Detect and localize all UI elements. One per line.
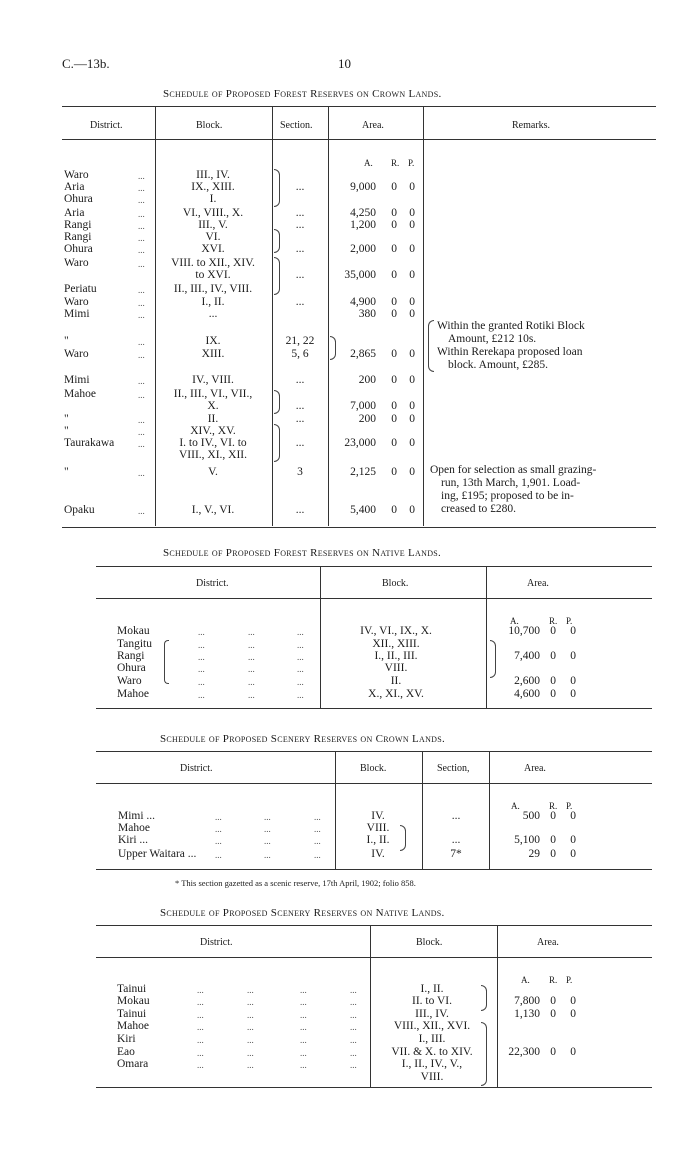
t4-row-block: II. to VI. <box>411 995 453 1007</box>
t1-row-roods: 0 <box>391 207 397 219</box>
t1-row-block: II., III., VI., VII., <box>173 388 253 400</box>
t2-row-dots: ... <box>248 652 255 662</box>
t4-row-roods: 0 <box>550 995 556 1007</box>
t1-row-acres: 1,200 <box>350 219 376 231</box>
t3-row-section: ... <box>451 810 461 822</box>
t4-row-dots: ... <box>247 1022 254 1032</box>
t1-unit-roods: R. <box>391 158 400 168</box>
t4-row-dots: ... <box>300 985 307 995</box>
t1-row-district: Waro <box>64 348 89 360</box>
t4-row-dots: ... <box>300 1022 307 1032</box>
t1-row-roods: 0 <box>391 400 397 412</box>
t4-row-dots: ... <box>197 997 204 1007</box>
t1-row-dots: ... <box>138 221 145 231</box>
t2-row-dots: ... <box>297 664 304 674</box>
t4-row-acres: 1,130 <box>514 1008 540 1020</box>
t3-row-section: ... <box>451 834 461 846</box>
t1-remark-2-line1: Open for selection as small grazing- <box>430 464 597 476</box>
t2-row-roods: 0 <box>550 688 556 700</box>
t3-row-dots: ... <box>314 812 321 822</box>
t4-col-district: District. <box>200 937 233 948</box>
t3-row-block: IV. <box>371 810 385 822</box>
t4-row-block: III., IV. <box>415 1008 449 1020</box>
t1-row-dots: ... <box>138 468 145 478</box>
t2-row-district: Waro <box>117 675 142 687</box>
t1-row-dots: ... <box>138 376 145 386</box>
t1-row-perches: 0 <box>409 504 415 516</box>
t1-row-dots: ... <box>138 171 145 181</box>
t1-row-section: 3 <box>297 466 303 478</box>
t1-row-dots: ... <box>138 439 145 449</box>
t1-row-district: Waro <box>64 257 89 269</box>
t3-col-block: Block. <box>360 763 387 774</box>
t1-row-roods: 0 <box>391 374 397 386</box>
t1-row-block: to XVI. <box>195 269 231 281</box>
table1-title: Schedule of Proposed Forest Reserves on Crown Lands. <box>163 88 442 100</box>
t4-col-area: Area. <box>537 937 559 948</box>
t4-row-perches: 0 <box>570 995 576 1007</box>
t3-row-dots: ... <box>264 850 271 860</box>
t1-row-acres: 23,000 <box>344 437 376 449</box>
t3-footnote: * This section gazetted as a scenic reserve, 17th April, 1902; folio 858. <box>175 878 416 888</box>
t4-row-district: Eao <box>117 1046 135 1058</box>
t1-row-dots: ... <box>138 506 145 516</box>
t1-row-dots: ... <box>138 310 145 320</box>
t1-row-block: I., V., VI. <box>191 504 235 516</box>
t4-row-dots: ... <box>350 1022 357 1032</box>
t1-unit-perches: P. <box>408 158 415 168</box>
t1-remark-2-line3: ing, £195; proposed to be in- <box>441 490 574 502</box>
t1-row-section: ... <box>295 219 305 231</box>
t1-row-roods: 0 <box>391 413 397 425</box>
t4-row-district: Tainui <box>117 1008 147 1020</box>
t2-col-block: Block. <box>382 578 409 589</box>
t3-row-perches: 0 <box>570 810 576 822</box>
t4-row-dots: ... <box>247 1048 254 1058</box>
t2-row-dots: ... <box>297 627 304 637</box>
t1-col-remarks: Remarks. <box>512 120 551 131</box>
t1-row-dots: ... <box>138 298 145 308</box>
document-reference: C.—13b. <box>62 56 110 71</box>
t4-row-block: I., II. <box>420 983 444 995</box>
t1-remark-2-line4: creased to £280. <box>441 503 517 515</box>
t2-row-block: XII., XIII. <box>372 638 420 650</box>
t3-row-acres: 5,100 <box>514 834 540 846</box>
t4-row-dots: ... <box>247 1035 254 1045</box>
t1-row-section: ... <box>295 374 305 386</box>
t4-row-dots: ... <box>247 985 254 995</box>
t1-col-district: District. <box>90 120 123 131</box>
t4-row-dots: ... <box>197 1010 204 1020</box>
t2-row-dots: ... <box>248 640 255 650</box>
t1-row-district: " <box>64 425 69 437</box>
t2-row-dots: ... <box>248 627 255 637</box>
t1-remark-1-line1: Within the granted Rotiki Block <box>437 320 585 332</box>
t2-row-district: Ohura <box>117 662 146 674</box>
t1-row-acres: 35,000 <box>344 269 376 281</box>
t4-row-dots: ... <box>350 985 357 995</box>
t1-row-block: IX., XIII. <box>191 181 235 193</box>
t1-row-district: Waro <box>64 296 89 308</box>
t2-row-block: IV., VI., IX., X. <box>360 625 432 637</box>
t4-row-dots: ... <box>247 1010 254 1020</box>
t1-row-district: Ohura <box>64 193 93 205</box>
t1-row-block: II., III., IV., VIII. <box>173 283 253 295</box>
t3-row-dots: ... <box>314 850 321 860</box>
t2-col-area: Area. <box>527 578 549 589</box>
t1-row-acres: 7,000 <box>350 400 376 412</box>
t2-row-perches: 0 <box>570 688 576 700</box>
t2-row-dots: ... <box>198 677 205 687</box>
t2-row-roods: 0 <box>550 675 556 687</box>
t3-unit-acres: A. <box>511 801 520 811</box>
t1-row-block: II. <box>207 413 219 425</box>
t3-row-roods: 0 <box>550 848 556 860</box>
t2-row-dots: ... <box>198 627 205 637</box>
t1-row-block: XVI. <box>201 243 225 255</box>
t3-row-perches: 0 <box>570 834 576 846</box>
t1-row-section: ... <box>295 181 305 193</box>
t1-row-perches: 0 <box>409 413 415 425</box>
t4-row-perches: 0 <box>570 1008 576 1020</box>
t1-row-roods: 0 <box>391 504 397 516</box>
t1-remark-1-line4: block. Amount, £285. <box>448 359 548 371</box>
t1-row-section: ... <box>295 243 305 255</box>
t4-row-dots: ... <box>247 997 254 1007</box>
t1-row-perches: 0 <box>409 269 415 281</box>
t2-row-dots: ... <box>297 652 304 662</box>
t1-row-dots: ... <box>138 427 145 437</box>
t4-row-dots: ... <box>197 1022 204 1032</box>
t2-row-dots: ... <box>297 690 304 700</box>
t1-row-district: Mahoe <box>64 388 96 400</box>
table2-title: Schedule of Proposed Forest Reserves on Native Lands. <box>163 547 442 559</box>
t3-row-block: VIII. <box>366 822 390 834</box>
t1-row-section: ... <box>295 437 305 449</box>
t1-row-perches: 0 <box>409 308 415 320</box>
t1-col-area: Area. <box>362 120 384 131</box>
t1-row-block: V. <box>208 466 218 478</box>
t1-row-roods: 0 <box>391 466 397 478</box>
t4-row-block: VII. & X. to XIV. <box>391 1046 473 1058</box>
t4-row-district: Omara <box>117 1058 149 1070</box>
t1-row-dots: ... <box>138 245 145 255</box>
t1-row-block: I. <box>209 193 217 205</box>
t2-row-acres: 2,600 <box>514 675 540 687</box>
t1-row-roods: 0 <box>391 243 397 255</box>
t1-col-section: Section. <box>280 120 313 131</box>
t1-row-block: IV., VIII. <box>192 374 234 386</box>
t3-row-section: 7* <box>450 848 462 860</box>
t4-unit-roods: R. <box>549 975 558 985</box>
t1-row-section: ... <box>295 413 305 425</box>
t3-row-roods: 0 <box>550 834 556 846</box>
t2-row-block: X., XI., XV. <box>368 688 424 700</box>
t4-row-district: Mokau <box>117 995 150 1007</box>
t1-row-perches: 0 <box>409 219 415 231</box>
t2-row-district: Rangi <box>117 650 145 662</box>
t3-col-area: Area. <box>524 763 546 774</box>
t1-row-district: Rangi <box>64 219 92 231</box>
t2-row-district: Mahoe <box>117 688 149 700</box>
t4-row-perches: 0 <box>570 1046 576 1058</box>
t4-row-acres: 7,800 <box>514 995 540 1007</box>
t4-row-dots: ... <box>197 1048 204 1058</box>
t3-row-dots: ... <box>264 824 271 834</box>
t1-row-perches: 0 <box>409 466 415 478</box>
t2-row-roods: 0 <box>550 625 556 637</box>
t3-unit-perches: P. <box>566 801 573 811</box>
t2-row-acres: 4,600 <box>514 688 540 700</box>
t4-row-district: Mahoe <box>117 1020 149 1032</box>
t1-row-section: 5, 6 <box>291 348 309 360</box>
t1-row-block: ... <box>208 308 218 320</box>
table4-title: Schedule of Proposed Scenery Reserves on Native Lands. <box>160 907 445 919</box>
t2-row-dots: ... <box>248 677 255 687</box>
t1-row-district: Aria <box>64 181 85 193</box>
t4-row-block: VIII. <box>420 1071 444 1083</box>
t1-row-district: Waro <box>64 169 89 181</box>
t1-row-district: Periatu <box>64 283 97 295</box>
t1-row-dots: ... <box>138 390 145 400</box>
t4-row-dots: ... <box>350 1048 357 1058</box>
t1-row-acres: 4,250 <box>350 207 376 219</box>
t1-row-acres: 5,400 <box>350 504 376 516</box>
t2-row-dots: ... <box>198 640 205 650</box>
t1-col-block: Block. <box>196 120 223 131</box>
t2-row-perches: 0 <box>570 650 576 662</box>
t1-row-roods: 0 <box>391 437 397 449</box>
t1-row-perches: 0 <box>409 437 415 449</box>
t2-col-district: District. <box>196 578 229 589</box>
t4-row-block: I., III. <box>418 1033 446 1045</box>
t4-row-roods: 0 <box>550 1046 556 1058</box>
t1-row-section: ... <box>295 207 305 219</box>
t1-row-block: I., II. <box>201 296 225 308</box>
t1-row-dots: ... <box>138 415 145 425</box>
t1-row-acres: 9,000 <box>350 181 376 193</box>
t1-row-perches: 0 <box>409 374 415 386</box>
t4-row-dots: ... <box>350 1035 357 1045</box>
t1-row-block: X. <box>207 400 219 412</box>
t4-row-roods: 0 <box>550 1008 556 1020</box>
t3-row-block: IV. <box>371 848 385 860</box>
t1-remark-2-line2: run, 13th March, 1,901. Load- <box>441 477 581 489</box>
t1-row-section: ... <box>295 400 305 412</box>
t2-row-perches: 0 <box>570 675 576 687</box>
t1-row-block: XIV., XV. <box>190 425 236 437</box>
t2-unit-perches: P. <box>566 616 573 626</box>
table3-title: Schedule of Proposed Scenery Reserves on Crown Lands. <box>160 733 446 745</box>
t1-row-roods: 0 <box>391 181 397 193</box>
t3-row-perches: 0 <box>570 848 576 860</box>
t1-row-acres: 2,865 <box>350 348 376 360</box>
t1-row-block: III., IV. <box>196 169 230 181</box>
t1-row-acres: 200 <box>358 413 376 425</box>
t1-row-block: VIII., XI., XII. <box>178 449 248 461</box>
t3-row-block: I., II. <box>366 834 390 846</box>
t2-row-perches: 0 <box>570 625 576 637</box>
t1-row-dots: ... <box>138 337 145 347</box>
t3-col-district: District. <box>180 763 213 774</box>
t4-row-dots: ... <box>300 1060 307 1070</box>
t2-unit-acres: A. <box>510 616 519 626</box>
t1-row-block: VI., VIII., X. <box>182 207 244 219</box>
t1-row-district: Mimi <box>64 374 90 386</box>
t1-row-dots: ... <box>138 259 145 269</box>
t1-row-dots: ... <box>138 285 145 295</box>
t1-row-district: " <box>64 413 69 425</box>
t2-row-dots: ... <box>198 690 205 700</box>
t1-row-block: VI. <box>205 231 221 243</box>
t1-row-district: Aria <box>64 207 85 219</box>
t2-row-block: I., II., III. <box>374 650 418 662</box>
t4-row-dots: ... <box>197 1035 204 1045</box>
t1-row-roods: 0 <box>391 348 397 360</box>
t3-row-dots: ... <box>215 836 222 846</box>
t2-row-dots: ... <box>198 652 205 662</box>
t3-row-dots: ... <box>215 812 222 822</box>
t4-row-dots: ... <box>300 1010 307 1020</box>
t4-row-dots: ... <box>300 1035 307 1045</box>
t4-row-dots: ... <box>300 1048 307 1058</box>
t3-col-section: Section, <box>437 763 470 774</box>
t1-row-acres: 200 <box>358 374 376 386</box>
t1-row-block: I. to IV., VI. to <box>179 437 247 449</box>
t1-row-dots: ... <box>138 350 145 360</box>
t1-row-section: ... <box>295 296 305 308</box>
t4-row-district: Tainui <box>117 983 147 995</box>
t3-row-acres: 500 <box>522 810 540 822</box>
t2-unit-roods: R. <box>549 616 558 626</box>
t3-row-district: Mahoe <box>118 822 150 834</box>
t1-row-perches: 0 <box>409 400 415 412</box>
t1-row-roods: 0 <box>391 296 397 308</box>
t1-row-acres: 4,900 <box>350 296 376 308</box>
t2-row-dots: ... <box>248 690 255 700</box>
t3-unit-roods: R. <box>549 801 558 811</box>
t4-row-dots: ... <box>197 1060 204 1070</box>
t1-row-section: 21, 22 <box>285 335 315 347</box>
t1-row-acres: 2,125 <box>350 466 376 478</box>
t2-row-district: Mokau <box>117 625 150 637</box>
t4-unit-acres: A. <box>521 975 530 985</box>
t3-row-dots: ... <box>264 812 271 822</box>
t4-row-dots: ... <box>350 1060 357 1070</box>
t4-row-dots: ... <box>247 1060 254 1070</box>
t1-row-block: IX. <box>205 335 221 347</box>
t1-row-dots: ... <box>138 183 145 193</box>
t4-row-dots: ... <box>197 985 204 995</box>
t4-row-district: Kiri <box>117 1033 136 1045</box>
t2-row-dots: ... <box>248 664 255 674</box>
t3-row-dots: ... <box>215 850 222 860</box>
t1-row-district: Rangi <box>64 231 92 243</box>
t3-row-district: Mimi ... <box>118 810 156 822</box>
t1-row-section: ... <box>295 269 305 281</box>
t2-row-roods: 0 <box>550 650 556 662</box>
t1-row-district: " <box>64 466 69 478</box>
t1-row-perches: 0 <box>409 243 415 255</box>
t3-row-district: Kiri ... <box>118 834 149 846</box>
t2-row-block: II. <box>390 675 402 687</box>
t2-row-acres: 10,700 <box>508 625 540 637</box>
t2-row-dots: ... <box>198 664 205 674</box>
t2-row-acres: 7,400 <box>514 650 540 662</box>
t2-row-dots: ... <box>297 677 304 687</box>
t1-row-acres: 2,000 <box>350 243 376 255</box>
t1-unit-acres: A. <box>364 158 373 168</box>
t1-row-roods: 0 <box>391 269 397 281</box>
t4-row-dots: ... <box>350 1010 357 1020</box>
t1-row-section: ... <box>295 504 305 516</box>
t1-row-district: Mimi <box>64 308 90 320</box>
page-number: 10 <box>338 56 351 71</box>
t3-row-dots: ... <box>314 824 321 834</box>
t1-row-dots: ... <box>138 209 145 219</box>
t1-row-district: Opaku <box>64 504 95 516</box>
t3-row-dots: ... <box>314 836 321 846</box>
t4-unit-perches: P. <box>566 975 573 985</box>
t3-row-dots: ... <box>264 836 271 846</box>
t1-row-perches: 0 <box>409 296 415 308</box>
t1-row-district: " <box>64 335 69 347</box>
t1-row-roods: 0 <box>391 308 397 320</box>
t1-row-roods: 0 <box>391 219 397 231</box>
t1-remark-1-line3: Within Rerekapa proposed loan <box>437 346 583 358</box>
t1-row-district: Ohura <box>64 243 93 255</box>
t2-row-dots: ... <box>297 640 304 650</box>
t1-remark-1-line2: Amount, £212 10s. <box>448 333 537 345</box>
t1-row-district: Taurakawa <box>64 437 115 449</box>
t1-row-dots: ... <box>138 195 145 205</box>
t3-row-roods: 0 <box>550 810 556 822</box>
t4-row-dots: ... <box>300 997 307 1007</box>
t3-row-acres: 29 <box>528 848 540 860</box>
t4-row-block: I., II., IV., V., <box>401 1058 463 1070</box>
t3-row-district: Upper Waitara ... <box>118 848 197 860</box>
t1-row-block: III., V. <box>198 219 228 231</box>
t4-row-dots: ... <box>350 997 357 1007</box>
t3-row-dots: ... <box>215 824 222 834</box>
t2-row-block: VIII. <box>384 662 408 674</box>
t2-row-district: Tangitu <box>117 638 152 650</box>
t4-col-block: Block. <box>416 937 443 948</box>
t1-row-perches: 0 <box>409 181 415 193</box>
t1-row-block: XIII. <box>201 348 225 360</box>
t4-row-block: VIII., XII., XVI. <box>393 1020 471 1032</box>
t1-row-block: VIII. to XII., XIV. <box>171 257 255 269</box>
t4-row-acres: 22,300 <box>508 1046 540 1058</box>
t1-row-acres: 380 <box>358 308 376 320</box>
t1-row-perches: 0 <box>409 348 415 360</box>
t1-row-perches: 0 <box>409 207 415 219</box>
t1-row-dots: ... <box>138 233 145 243</box>
